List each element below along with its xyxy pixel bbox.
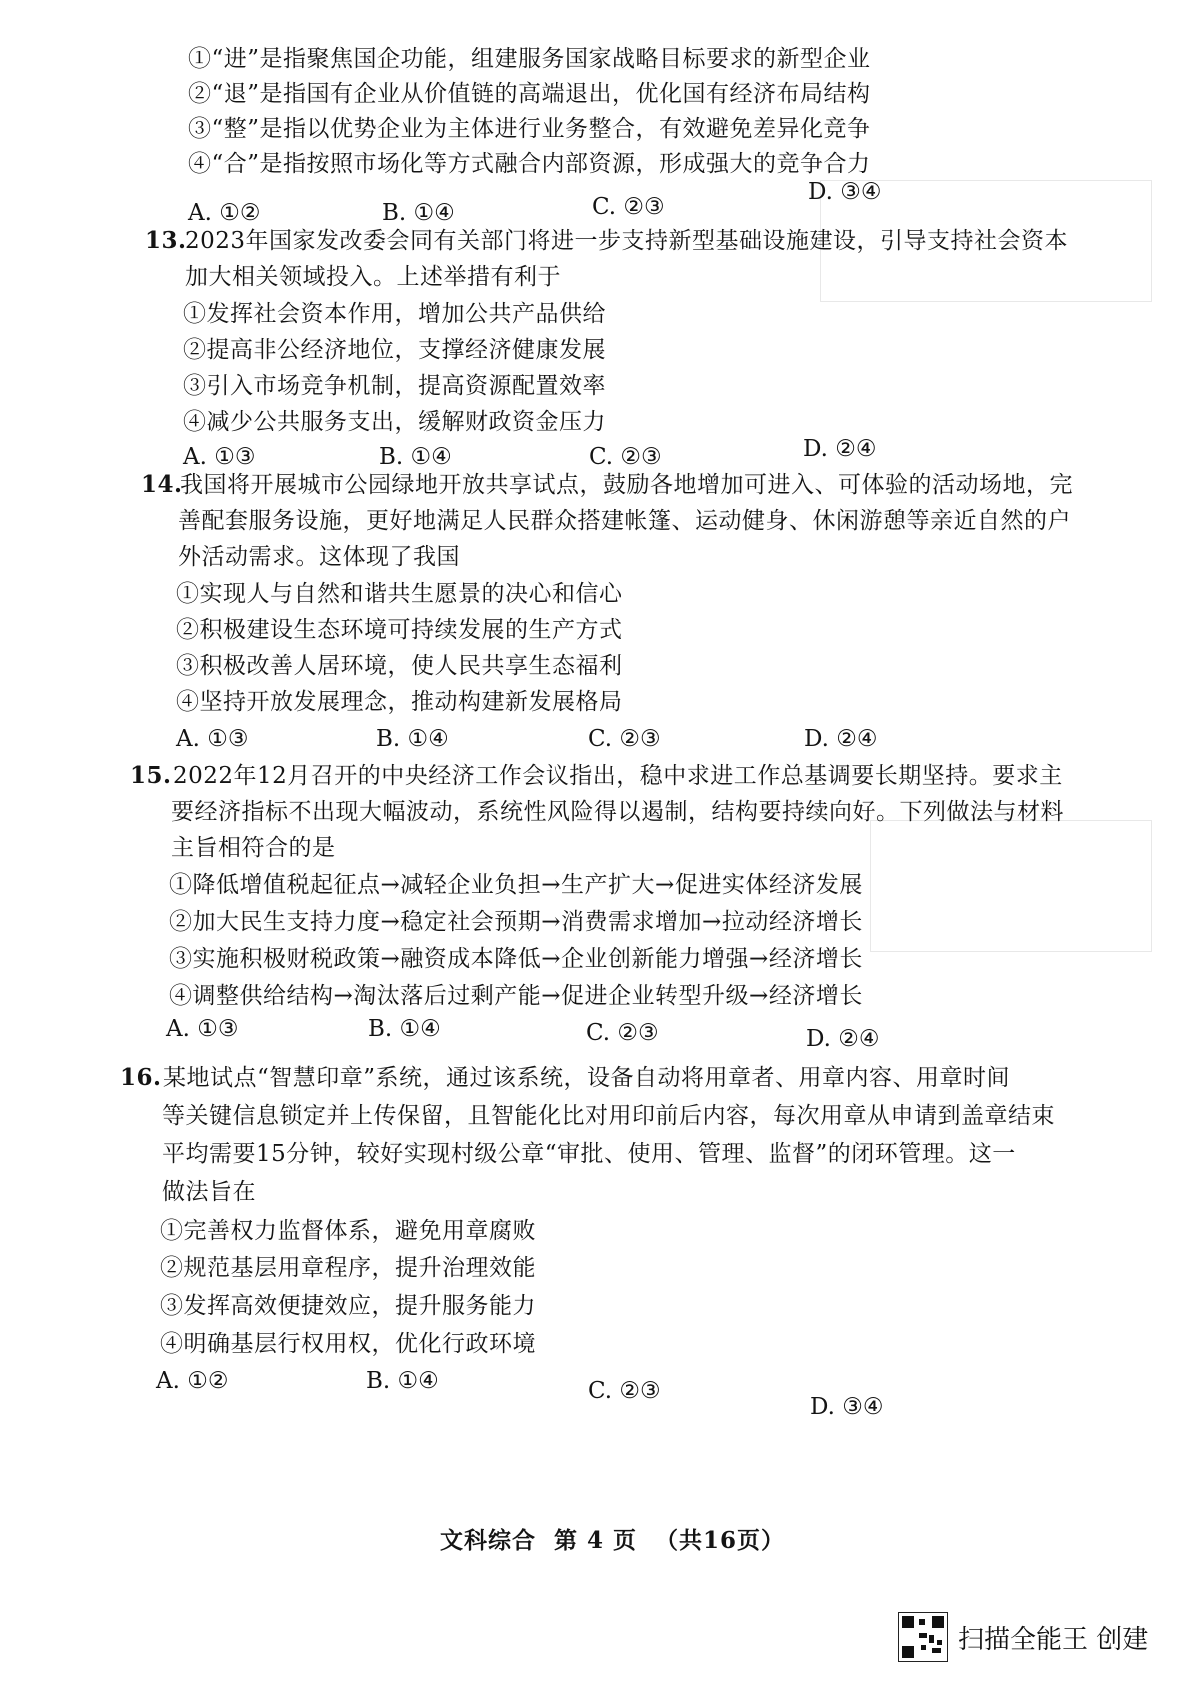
option-b[interactable]: B. ①④: [368, 1016, 441, 1042]
option-a[interactable]: A. ①③: [176, 726, 249, 752]
option-b[interactable]: B. ①④: [379, 444, 452, 470]
option-c[interactable]: C. ②③: [588, 1378, 661, 1404]
q12-item-4: ④“合”是指按照市场化等方式融合内部资源，形成强大的竞争合力: [188, 151, 871, 177]
q15-item-1: ①降低增值税起征点→减轻企业负担→生产扩大→促进实体经济发展: [169, 872, 863, 898]
question-number: 15.: [130, 762, 172, 789]
q14-item-2: ②积极建设生态环境可持续发展的生产方式: [176, 617, 623, 643]
q12-options: [188, 179, 1088, 228]
option-d[interactable]: D. ③④: [808, 179, 882, 205]
option-b[interactable]: B. ①④: [382, 200, 455, 226]
option-a[interactable]: A. ①②: [156, 1368, 229, 1394]
footer-subject: 文科综合: [440, 1527, 536, 1554]
q13-item-4: ④减少公共服务支出，缓解财政资金压力: [183, 409, 606, 435]
q14-stem-line-3: 外活动需求。这体现了我国: [178, 544, 460, 570]
q13-item-1: ①发挥社会资本作用，增加公共产品供给: [183, 301, 606, 327]
option-a[interactable]: A. ①②: [188, 200, 261, 226]
bleed-through-box: [870, 820, 1152, 952]
footer-total-pages: （共16页）: [655, 1527, 786, 1554]
question-number: 16.: [120, 1064, 162, 1091]
question-number: 13.: [145, 227, 187, 254]
question-number: 14.: [141, 471, 183, 498]
q16-stem-line-1: 某地试点“智慧印章”系统，通过该系统，设备自动将用章者、用章内容、用章时间: [163, 1065, 1011, 1091]
q12-item-1: ①“进”是指聚焦国企功能，组建服务国家战略目标要求的新型企业: [188, 46, 871, 72]
q14-item-4: ④坚持开放发展理念，推动构建新发展格局: [176, 689, 623, 715]
option-c[interactable]: C. ②③: [586, 1020, 659, 1046]
q15-options: [166, 1014, 1066, 1052]
q12-item-3: ③“整”是指以优势企业为主体进行业务整合，有效避免差异化竞争: [188, 116, 871, 142]
option-b[interactable]: B. ①④: [376, 726, 449, 752]
q14-item-3: ③积极改善人居环境，使人民共享生态福利: [176, 653, 623, 679]
q16-item-4: ④明确基层行权用权，优化行政环境: [160, 1331, 536, 1357]
q16-stem-line-2: 等关键信息锁定并上传保留，且智能化比对用印前后内容，每次用章从申请到盖章结束: [162, 1103, 1055, 1129]
q14-stem-line-1: 我国将开展城市公园绿地开放共享试点，鼓励各地增加可进入、可体验的活动场地，完: [180, 472, 1073, 498]
q15-stem-line-1: 2022年12月召开的中央经济工作会议指出，稳中求进工作总基调要长期坚持。要求主: [173, 763, 1063, 789]
q15-stem-line-2: 要经济指标不出现大幅波动，系统性风险得以遏制，结构要持续向好。下列做法与材料: [171, 799, 1064, 825]
q16-item-1: ①完善权力监督体系，避免用章腐败: [160, 1218, 536, 1244]
option-d[interactable]: D. ②④: [804, 726, 878, 752]
q14-stem-line-2: 善配套服务设施，更好地满足人民群众搭建帐篷、运动健身、休闲游憩等亲近自然的户: [178, 508, 1071, 534]
option-c[interactable]: C. ②③: [592, 194, 665, 220]
q16-item-2: ②规范基层用章程序，提升治理效能: [160, 1255, 536, 1281]
option-d[interactable]: D. ③④: [810, 1394, 884, 1420]
q13-item-3: ③引入市场竞争机制，提高资源配置效率: [183, 373, 606, 399]
q15-stem-line-3: 主旨相符合的是: [171, 835, 336, 861]
option-d[interactable]: D. ②④: [806, 1026, 880, 1052]
footer-page-number: 第 4 页: [554, 1527, 638, 1554]
option-b[interactable]: B. ①④: [366, 1368, 439, 1394]
option-a[interactable]: A. ①③: [166, 1016, 239, 1042]
qr-code-icon: [898, 1612, 948, 1662]
q16-stem-line-4: 做法旨在: [162, 1179, 256, 1205]
q13-stem-line-1: 2023年国家发改委会同有关部门将进一步支持新型基础设施建设，引导支持社会资本: [185, 228, 1069, 254]
scanner-watermark-text: 扫描全能王 创建: [958, 1624, 1149, 1655]
q16-item-3: ③发挥高效便捷效应，提升服务能力: [160, 1293, 536, 1319]
page-footer: [440, 1522, 803, 1555]
q13-options: [183, 436, 1083, 472]
q12-item-2: ②“退”是指国有企业从价值链的高端退出，优化国有经济布局结构: [188, 81, 871, 107]
option-a[interactable]: A. ①③: [183, 444, 256, 470]
q13-item-2: ②提高非公经济地位，支撑经济健康发展: [183, 337, 606, 363]
q16-stem-line-3: 平均需要15分钟，较好实现村级公章“审批、使用、管理、监督”的闭环管理。这一: [162, 1141, 1016, 1167]
q14-options: [176, 724, 1076, 754]
scanner-watermark: [898, 1613, 1148, 1661]
q15-item-2: ②加大民生支持力度→稳定社会预期→消费需求增加→拉动经济增长: [169, 909, 863, 935]
option-c[interactable]: C. ②③: [588, 726, 661, 752]
q15-item-4: ④调整供给结构→淘汰落后过剩产能→促进企业转型升级→经济增长: [169, 983, 863, 1009]
q16-options: [156, 1366, 1076, 1420]
q13-stem-line-2: 加大相关领域投入。上述举措有利于: [185, 264, 561, 290]
option-d[interactable]: D. ②④: [803, 436, 877, 462]
q14-item-1: ①实现人与自然和谐共生愿景的决心和信心: [176, 581, 623, 607]
q15-item-3: ③实施积极财税政策→融资成本降低→企业创新能力增强→经济增长: [169, 946, 863, 972]
option-c[interactable]: C. ②③: [589, 444, 662, 470]
